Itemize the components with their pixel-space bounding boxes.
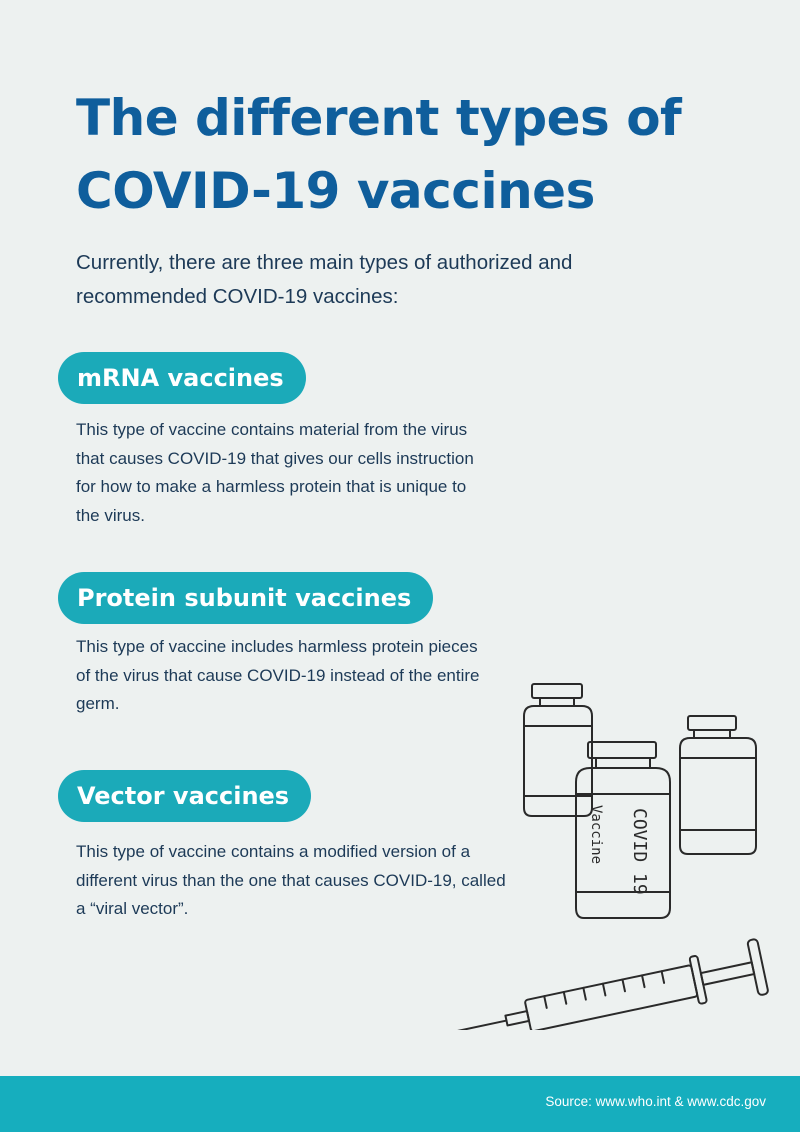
- source-citation: Source: www.who.int & www.cdc.gov: [545, 1094, 766, 1109]
- vaccine-vials-syringe-illustration: [420, 670, 780, 1030]
- vial-right-icon: [680, 716, 756, 854]
- page-title: [76, 82, 756, 228]
- syringe-icon: [420, 939, 768, 1030]
- page-title-line-1: The different types of: [76, 89, 682, 147]
- section-text-vector: This type of vaccine contains a modified version of a different virus than the one that causes COVID-19, called a “viral vector”.: [76, 842, 506, 918]
- page-title-line-2: COVID-19 vaccines: [76, 162, 595, 220]
- intro-paragraph: Currently, there are three main types of authorized and recommended COVID-19 vaccines:: [76, 251, 573, 308]
- section-heading-vector: Vector vaccines: [58, 770, 311, 822]
- footer-bar: [0, 1076, 800, 1132]
- section-heading-mrna: mRNA vaccines: [58, 352, 306, 404]
- vial-back-left-icon: [524, 684, 592, 816]
- vial-label-covid-19: COVID 19: [629, 808, 650, 895]
- section-text-mrna: This type of vaccine contains material from the virus that causes COVID-19 that gives our cells instruction for how to make a harmless protein that is unique to the virus.: [76, 420, 474, 525]
- section-text-protein-subunit: This type of vaccine includes harmless protein pieces of the virus that cause COVID-19 instead of the entire germ.: [76, 637, 480, 713]
- section-heading-protein-subunit: Protein subunit vaccines: [58, 572, 433, 624]
- vial-label-vaccine: Vaccine: [588, 805, 604, 865]
